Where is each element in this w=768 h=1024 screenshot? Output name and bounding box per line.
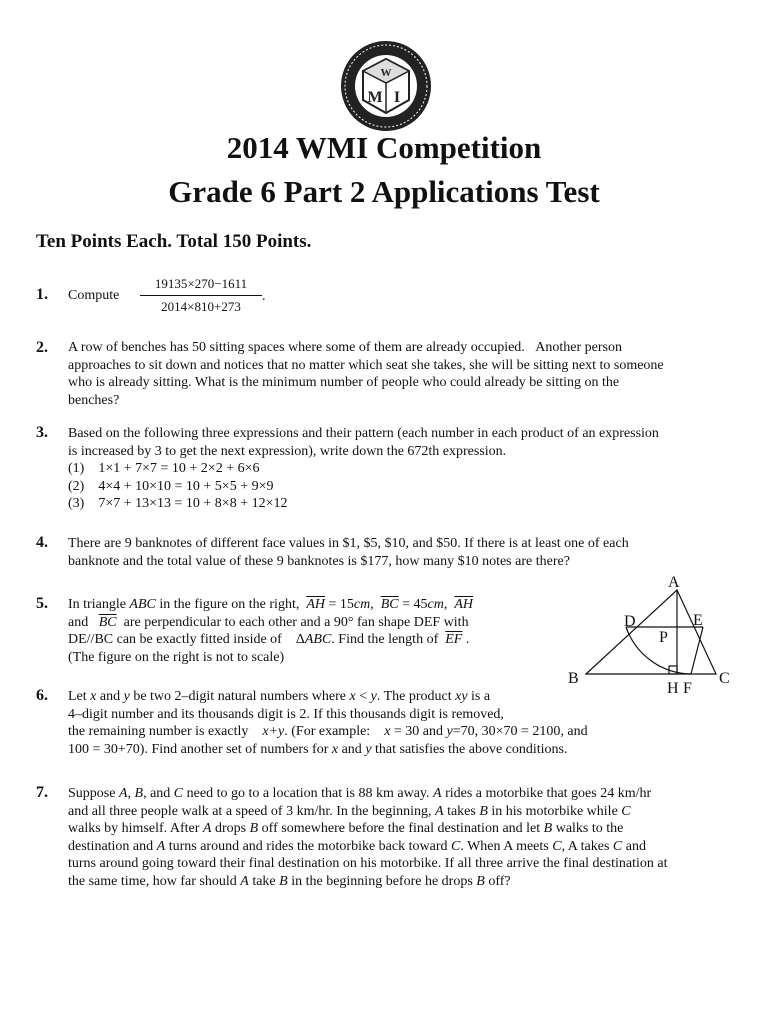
question-1-period: . bbox=[262, 289, 266, 304]
q7-line-4: destination and A turns around and rides the motorbike back toward C. When A meets C, A takes C and bbox=[68, 838, 646, 854]
segment-ah: $\overline{AH}$ bbox=[454, 597, 474, 612]
fraction-denominator: 2014×810+273 bbox=[161, 299, 241, 314]
q6-line-1: Let x and y be two 2–digit natural numbers where x < y. The product xy is a bbox=[68, 689, 491, 704]
q7-line-6: the same time, how far should A take B in the beginning before he drops B off? bbox=[68, 873, 511, 889]
q2-line: who is already sitting. What is the minimum number of people who could already be sitting on the bbox=[68, 375, 620, 390]
question-number-1: 1. bbox=[36, 286, 48, 303]
svg-text:I: I bbox=[393, 89, 401, 106]
segment-ef: $\overline{EF}$ bbox=[445, 632, 463, 647]
question-5-text bbox=[68, 596, 473, 666]
question-3-text bbox=[68, 425, 659, 513]
segment-ah: $\overline{AH}$ bbox=[306, 597, 326, 612]
svg-text:M: M bbox=[367, 89, 383, 106]
question-6-text bbox=[68, 688, 588, 758]
label-e: E bbox=[693, 612, 703, 629]
page-title-line1: 2014 WMI Competition bbox=[226, 130, 542, 165]
question-1-text: Compute bbox=[68, 288, 120, 303]
question-4-text bbox=[68, 535, 629, 570]
fraction-numerator: 19135×270−1611 bbox=[140, 276, 262, 296]
q2-line: A row of benches has 50 sitting spaces where some of them are already occupied. Another person bbox=[68, 340, 622, 355]
segment-bc: $\overline{BC}$ bbox=[380, 597, 399, 612]
q6-line-4: 100 = 30+70). Find another set of numbers for x and y that satisfies the above conditions. bbox=[68, 741, 568, 757]
q3-line: Based on the following three expressions and their pattern (each number in each product of an expression bbox=[68, 426, 659, 441]
q3-line: is increased by 3 to get the next expression), write down the 672th expression. bbox=[68, 443, 507, 459]
q7-line-3: walks by himself. After A drops B off somewhere before the final destination and let B walks to the bbox=[68, 821, 624, 836]
question-number-7: 7. bbox=[36, 784, 48, 801]
question-1-fraction bbox=[140, 276, 262, 315]
triangle-fan-figure-icon bbox=[566, 574, 736, 700]
q3-expression: (1) 1×1 + 7×7 = 10 + 2×2 + 6×6 bbox=[68, 461, 260, 476]
q5-line-4: (The figure on the right is not to scale) bbox=[68, 649, 285, 665]
q6-line-3: the remaining number is exactly x+y. (For example: x = 30 and y=70, 30×70 = 2100, and bbox=[68, 724, 588, 739]
q2-line: benches? bbox=[68, 392, 120, 408]
question-7-text bbox=[68, 785, 668, 890]
points-note: Ten Points Each. Total 150 Points. bbox=[36, 231, 312, 252]
label-d: D bbox=[624, 613, 636, 630]
svg-text:W: W bbox=[380, 67, 392, 79]
label-c: C bbox=[719, 670, 730, 687]
label-f: F bbox=[683, 680, 692, 697]
q2-line: approaches to sit down and notices that no matter which seat she takes, she will be sitting next to someone bbox=[68, 357, 664, 373]
page-title-line2: Grade 6 Part 2 Applications Test bbox=[168, 174, 600, 209]
question-number-4: 4. bbox=[36, 534, 48, 551]
wmi-seal-logo-icon bbox=[340, 40, 432, 132]
segment-bc: $\overline{BC}$ bbox=[98, 614, 117, 630]
question-number-3: 3. bbox=[36, 424, 48, 441]
q7-line-5: turns around going toward their final destination on his motorbike. If all three arrive the final destination at bbox=[68, 856, 668, 871]
label-a: A bbox=[668, 574, 680, 591]
question-number-6: 6. bbox=[36, 687, 48, 704]
label-p: P bbox=[659, 629, 668, 646]
q5-line-3: DE//BC can be exactly fitted inside of ΔABC. Find the length of $\overline{EF}$ . bbox=[68, 632, 470, 647]
question-number-2: 2. bbox=[36, 339, 48, 356]
q7-line-1: Suppose A, B, and C need to go to a location that is 88 km away. A rides a motorbike that goes 24 km/hr bbox=[68, 786, 652, 801]
q7-line-2: and all three people walk at a speed of 3 km/hr. In the beginning, A takes B in his motorbike while C bbox=[68, 803, 631, 819]
q3-expression: (2) 4×4 + 10×10 = 10 + 5×5 + 9×9 bbox=[68, 478, 274, 494]
q5-line-1: In triangle ABC in the figure on the right, $\overline{AH} = 15cm$, $\overline{BC} = 45cm$, $\overline{AH}$ bbox=[68, 597, 474, 612]
q3-expression: (3) 7×7 + 13×13 = 10 + 8×8 + 12×12 bbox=[68, 496, 288, 511]
question-number-5: 5. bbox=[36, 595, 48, 612]
q5-line-2: and $\overline{BC}$ are perpendicular to each other and a 90° fan shape DEF with bbox=[68, 614, 469, 630]
q6-line-2: 4–digit number and its thousands digit is 2. If this thousands digit is removed, bbox=[68, 706, 504, 722]
q4-line: There are 9 banknotes of different face values in $1, $5, $10, and $50. If there is at least one of each bbox=[68, 536, 629, 551]
q4-line: banknote and the total value of these 9 banknotes is $177, how many $10 notes are there? bbox=[68, 553, 570, 569]
label-b: B bbox=[568, 670, 579, 687]
label-h: H bbox=[667, 680, 679, 697]
question-2-text bbox=[68, 339, 664, 409]
